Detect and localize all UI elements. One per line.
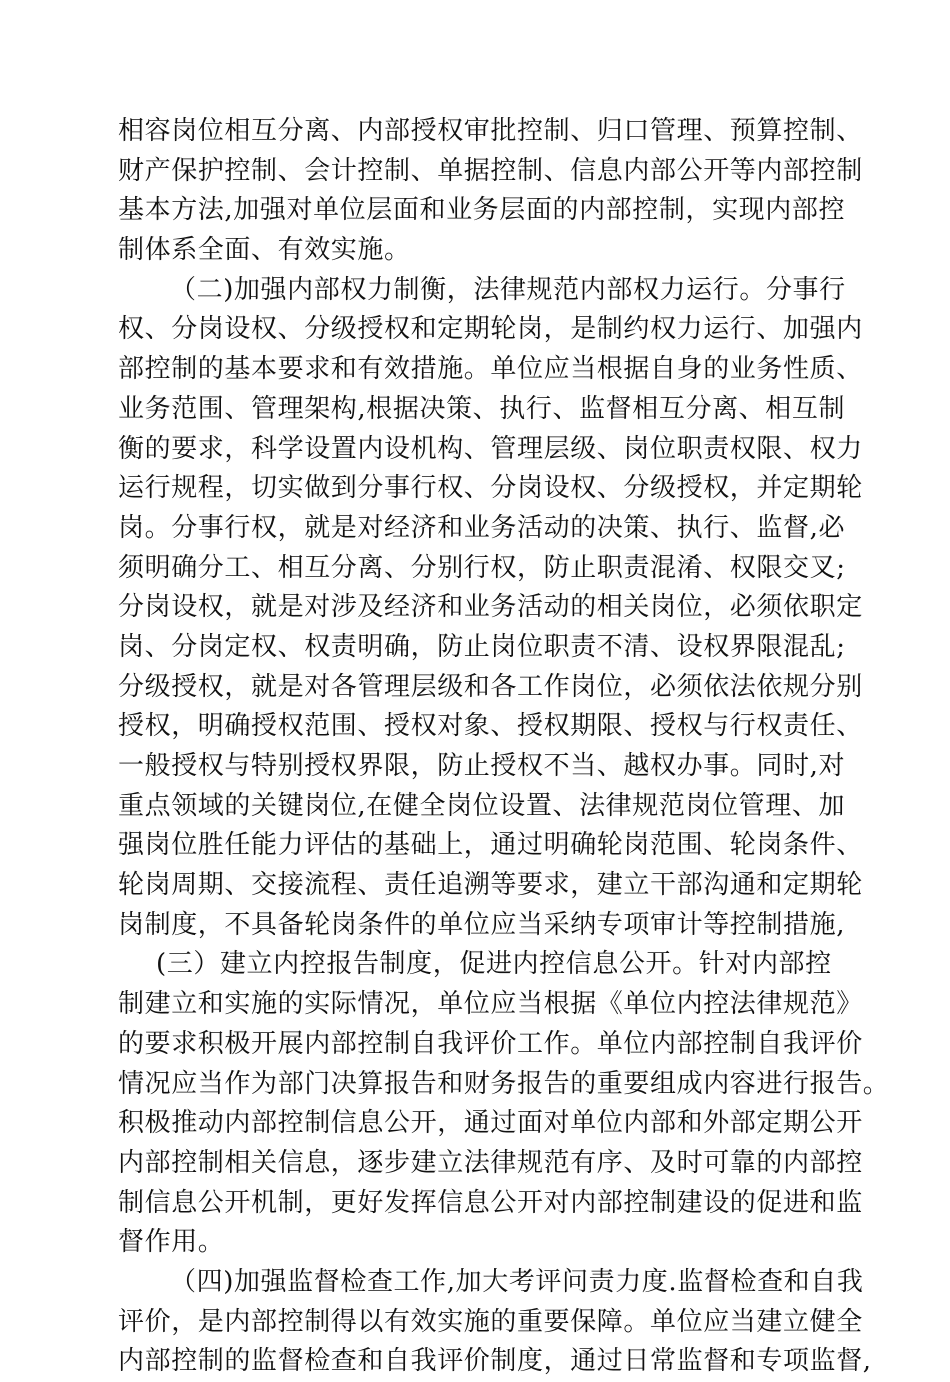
text-line: 评价，是内部控制得以有效实施的重要保障。单位应当建立健全 bbox=[118, 1306, 863, 1337]
text-line: 分级授权，就是对各管理层级和各工作岗位，必须依法依规分别 bbox=[118, 671, 863, 702]
text-line: 岗制度，不具备轮岗条件的单位应当采纳专项审计等控制措施, bbox=[118, 909, 846, 940]
text-line: 积极推动内部控制信息公开，通过面对单位内部和外部定期公开 bbox=[118, 1108, 863, 1139]
text-line: 授权，明确授权范围、授权对象、授权期限、授权与行权责任、 bbox=[118, 711, 863, 742]
text-line: 业务范围、管理架构,根据决策、执行、监督相互分离、相互制 bbox=[118, 393, 846, 424]
text-line: 衡的要求，科学设置内设机构、管理层级、岗位职责权限、权力 bbox=[118, 433, 863, 464]
text-line: 内部控制的监督检查和自我评价制度，通过日常监督和专项监督, bbox=[118, 1346, 872, 1377]
text-line: 运行规程，切实做到分事行权、分岗设权、分级授权，并定期轮 bbox=[118, 473, 863, 504]
text-line: 的要求积极开展内部控制自我评价工作。单位内部控制自我评价 bbox=[118, 1028, 863, 1059]
text-line: 一般授权与特别授权界限，防止授权不当、越权办事。同时,对 bbox=[118, 751, 846, 781]
text-line: 岗。分事行权，就是对经济和业务活动的决策、执行、监督,必 bbox=[118, 512, 846, 543]
text-line: 情况应当作为部门决算报告和财务报告的重要组成内容进行报告。 bbox=[118, 1068, 890, 1099]
text-line: 分岗设权，就是对涉及经济和业务活动的相关岗位，必须依职定 bbox=[118, 592, 863, 623]
document-body bbox=[118, 112, 890, 1382]
text-line: 须明确分工、相互分离、分别行权，防止职责混淆、权限交叉; bbox=[118, 552, 846, 583]
text-line: 重点领域的关键岗位,在健全岗位设置、法律规范岗位管理、加 bbox=[118, 790, 846, 821]
text-line: 轮岗周期、交接流程、责任追溯等要求，建立干部沟通和定期轮 bbox=[118, 870, 863, 901]
text-line: 制体系全面、有效实施。 bbox=[118, 235, 411, 266]
text-line: 相容岗位相互分离、内部授权审批控制、归口管理、预算控制、 bbox=[118, 116, 863, 146]
text-line: 部控制的基本要求和有效措施。单位应当根据自身的业务性质、 bbox=[118, 354, 863, 385]
text-line: 财产保护控制、会计控制、单据控制、信息内部公开等内部控制 bbox=[118, 155, 863, 186]
text-line: 制信息公开机制，更好发挥信息公开对内部控制建设的促进和监 bbox=[118, 1187, 863, 1218]
text-line: 岗、分岗定权、权责明确，防止岗位职责不清、设权界限混乱; bbox=[118, 631, 846, 662]
text-line: 制建立和实施的实际情况，单位应当根据《单位内控法律规范》 bbox=[118, 989, 863, 1020]
paragraph-3-first-line: (三）建立内控报告制度，促进内控信息公开。针对内部控 bbox=[156, 949, 832, 980]
text-line: 内部控制相关信息，逐步建立法律规范有序、及时可靠的内部控 bbox=[118, 1147, 863, 1178]
text-line: 强岗位胜任能力评估的基础上，通过明确轮岗范围、轮岗条件、 bbox=[118, 830, 863, 861]
paragraph-2-first-line: （二)加强内部权力制衡，法律规范内部权力运行。分事行 bbox=[170, 274, 846, 305]
text-line: 督作用。 bbox=[118, 1227, 225, 1258]
text-line: 权、分岗设权、分级授权和定期轮岗，是制约权力运行、加强内 bbox=[118, 314, 863, 345]
paragraph-4-first-line: （四)加强监督检查工作,加大考评问责力度.监督检查和自我 bbox=[170, 1266, 864, 1297]
text-line: 基本方法,加强对单位层面和业务层面的内部控制，实现内部控 bbox=[118, 195, 846, 226]
